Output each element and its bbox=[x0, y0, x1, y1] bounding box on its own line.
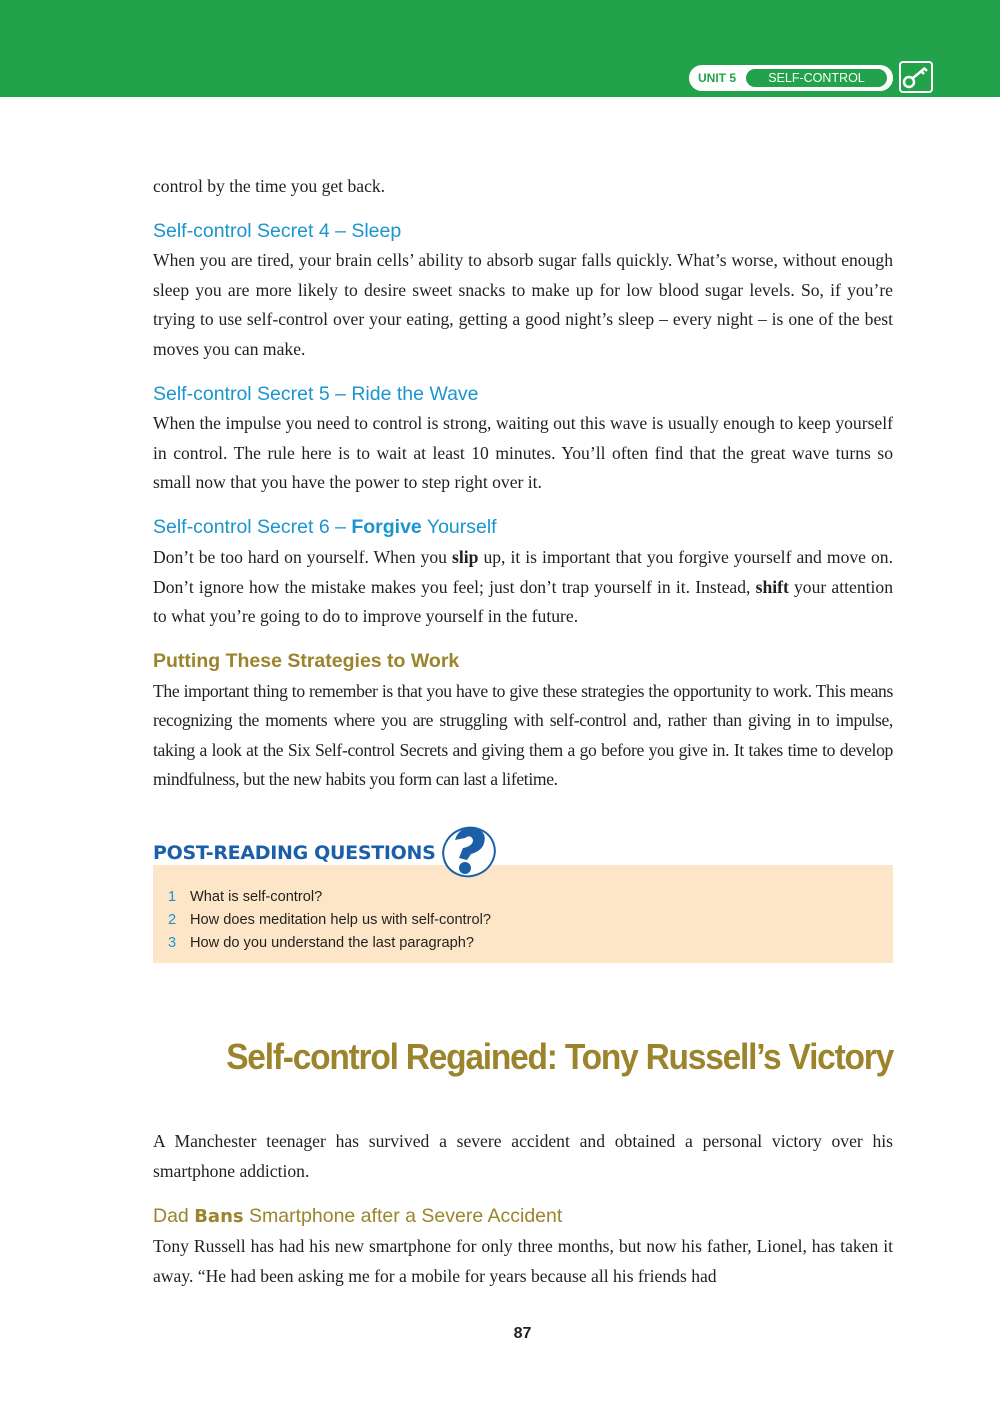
heading-secret-5: Self-control Secret 5 – Ride the Wave bbox=[153, 383, 479, 405]
question-number: 1 bbox=[168, 889, 177, 905]
paragraph-secret-5: When the impulse you need to control is strong, waiting out this wave is usually enough to keep yourself in control. The rule here is to wait at least 10 minutes. You’ll often find that the great wave turns so small now that you have the power to step right over it. bbox=[153, 413, 893, 492]
heading-bold-word: Forgive bbox=[351, 516, 422, 538]
heading-part: Yourself bbox=[421, 516, 497, 538]
bold-word: slip bbox=[452, 547, 479, 567]
question-text: What is self-control? bbox=[190, 889, 323, 905]
unit-label: UNIT 5 bbox=[698, 71, 737, 85]
text-segment: Don’t be too hard on yourself. When you bbox=[153, 547, 452, 567]
bold-word: shift bbox=[755, 576, 789, 597]
subheading-bold-word: Bans bbox=[194, 1206, 244, 1227]
page-number: 87 bbox=[513, 1325, 532, 1342]
heading-secret-4: Self-control Secret 4 – Sleep bbox=[153, 220, 402, 242]
section-label: SELF-CONTROL bbox=[746, 69, 887, 87]
text-segment: up, it is important that you forgive yourself and move on. Don’t ignore how the mistake makes you feel; just don’t trap yourself in it. Instead, bbox=[153, 547, 893, 597]
questions-box bbox=[153, 865, 893, 963]
article-paragraph: Tony Russell has had his new smartphone for only three months, but now his father, Lionel, has taken it away. “He had been asking me for a mobile for years because all his friends had bbox=[153, 1236, 893, 1286]
paragraph-continued: control by the time you get back. bbox=[153, 176, 386, 196]
question-number: 2 bbox=[168, 912, 177, 928]
unit-header-bar bbox=[0, 0, 1000, 97]
subheading-part: Dad bbox=[153, 1205, 195, 1227]
unit-badge bbox=[689, 65, 893, 91]
paragraph-secret-6 bbox=[153, 543, 893, 632]
question-text: How do you understand the last paragraph? bbox=[190, 935, 474, 951]
question-item bbox=[168, 886, 893, 909]
article-title: Self-control Regained: Tony Russell’s Victory bbox=[226, 1036, 893, 1077]
question-mark-icon bbox=[437, 822, 497, 885]
heading-secret-6 bbox=[153, 516, 893, 539]
article-intro: A Manchester teenager has survived a severe accident and obtained a personal victory over his smartphone addiction. bbox=[153, 1131, 893, 1181]
question-number: 3 bbox=[168, 935, 177, 951]
article-subheading bbox=[153, 1205, 893, 1228]
question-item bbox=[168, 932, 893, 955]
key-icon bbox=[899, 61, 933, 93]
paragraph-strategies-work: The important thing to remember is that you have to give these strategies the opportunity to work. This means recognizing the moments where you are struggling with self-control and, rather than giving in to impulse, taking a look at the Six Self-control Secrets and giving them a go before you give in. It takes time to develop mindfulness, but the new habits you form can last a lifetime. bbox=[153, 681, 893, 789]
paragraph-secret-4: When you are tired, your brain cells’ ability to absorb sugar falls quickly. What’s worse, without enough sleep you are more likely to desire sweet snacks to make up for low blood sugar levels. So, if you’re trying to use self-control over your eating, getting a good night’s sleep – every night – is one of the best moves you can make. bbox=[153, 250, 893, 359]
questions-title: POST-READING QUESTIONS bbox=[153, 842, 436, 864]
heading-strategies-work: Putting These Strategies to Work bbox=[153, 650, 460, 672]
heading-part: Self-control Secret 6 – bbox=[153, 516, 352, 538]
question-text: How does meditation help us with self-control? bbox=[190, 912, 491, 928]
text-segment: your attention to what you’re going to do to improve yourself in the future. bbox=[153, 576, 893, 626]
question-item bbox=[168, 909, 893, 932]
subheading-part: Smartphone after a Severe Accident bbox=[243, 1205, 563, 1227]
